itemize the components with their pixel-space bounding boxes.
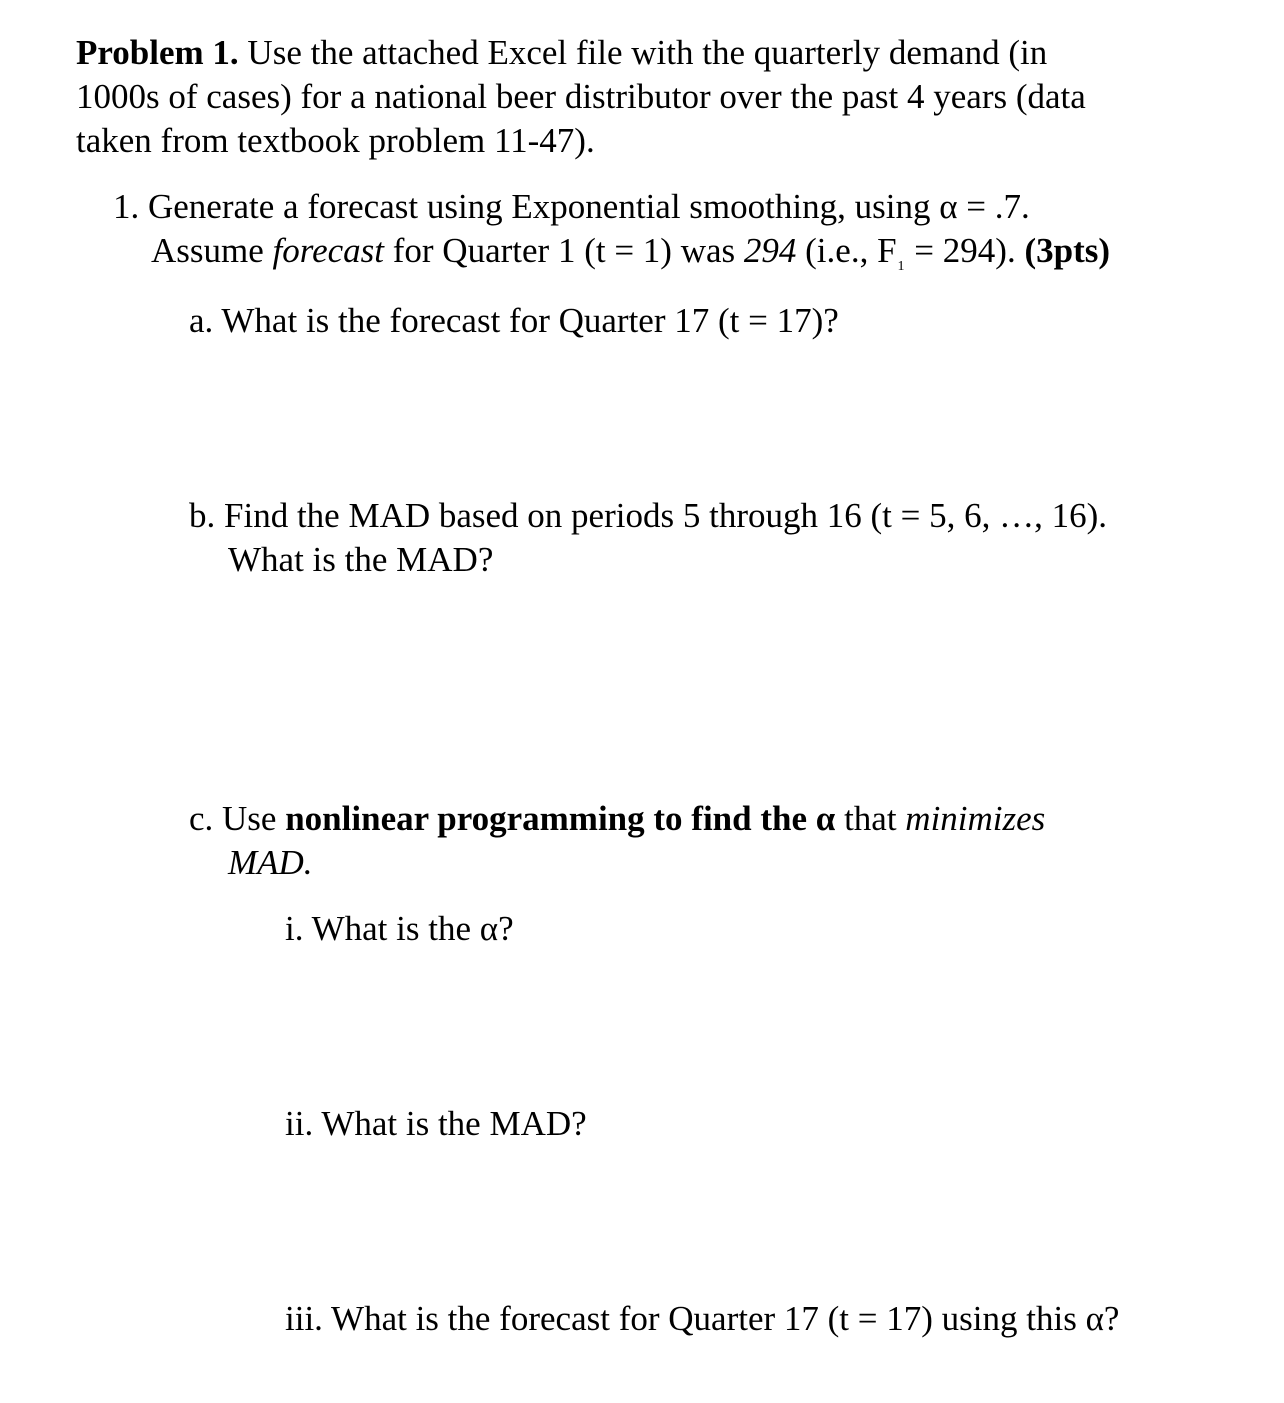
part-c-line-2	[228, 841, 313, 885]
part-b-line-1: b. Find the MAD based on periods 5 through 16 (t = 5, 6, …, 16).	[189, 496, 1107, 535]
part-a-question: a. What is the forecast for Quarter 17 (t = 17)?	[189, 301, 839, 340]
q1-text-c: (i.e., F	[796, 231, 897, 270]
part-c-mad: MAD.	[228, 843, 313, 882]
problem-intro-line-1	[76, 31, 1047, 75]
q1-subscript: 1	[897, 259, 905, 274]
sub-question-ii: ii. What is the MAD?	[285, 1104, 587, 1143]
question-1-line-1: 1. Generate a forecast using Exponential smoothing, using α = .7.	[113, 187, 1030, 226]
problem-intro-line-2: 1000s of cases) for a national beer distributor over the past 4 years (data	[76, 77, 1086, 116]
sub-question-iii: iii. What is the forecast for Quarter 17 (t = 17) using this α?	[285, 1299, 1120, 1338]
part-c-middle: that	[835, 799, 906, 838]
q1-text-b: for Quarter 1 (t = 1) was	[384, 231, 744, 270]
part-c-line-1	[189, 797, 1045, 841]
q1-points: (3pts)	[1024, 231, 1111, 270]
q1-text-a: Assume	[151, 231, 273, 270]
sub-question-i: i. What is the α?	[285, 909, 514, 948]
q1-text-d: = 294).	[905, 231, 1025, 270]
q1-forecast-word: forecast	[272, 231, 384, 270]
problem-label: Problem 1.	[76, 33, 239, 72]
part-c-prefix: c. Use	[189, 799, 286, 838]
part-c-bold: nonlinear programming to find the α	[285, 799, 836, 838]
question-1-line-2	[151, 229, 1110, 273]
problem-intro-text-1: Use the attached Excel file with the quarterly demand (in	[238, 33, 1048, 72]
problem-intro-line-3: taken from textbook problem 11-47).	[76, 121, 595, 160]
q1-initial-value: 294	[743, 231, 797, 270]
part-b-line-2: What is the MAD?	[228, 540, 494, 579]
part-c-italic: minimizes	[905, 799, 1046, 838]
